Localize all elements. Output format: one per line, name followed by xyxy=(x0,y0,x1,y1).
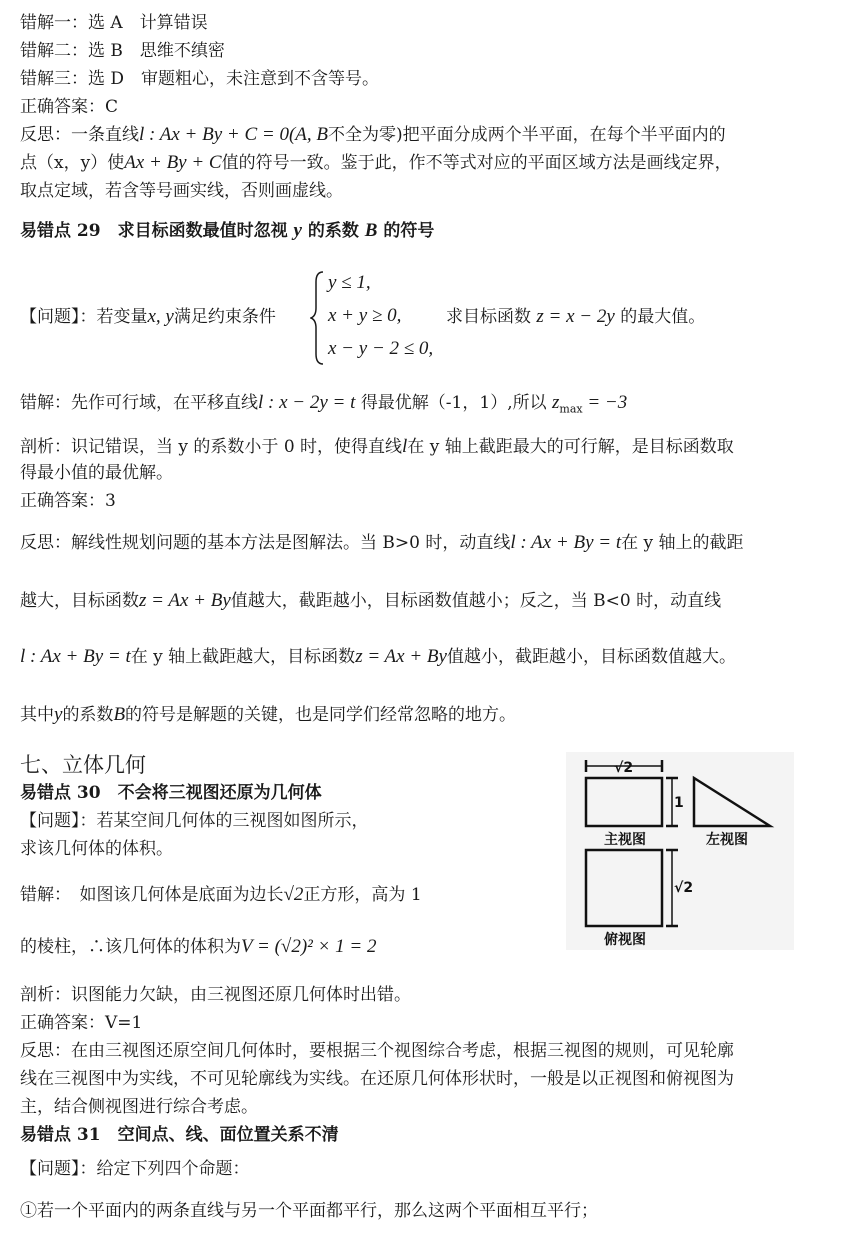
error-30-2 xyxy=(20,936,377,958)
text: 得最优解（-1，1）,所以 xyxy=(360,393,547,413)
math: V = (√2)² × 1 = 2 xyxy=(241,936,377,957)
math-y: y xyxy=(293,220,302,241)
question-30-1: 【问题】：若某空间几何体的三视图如图所示， xyxy=(20,811,369,831)
front-view-rect xyxy=(586,778,662,826)
math: √2 xyxy=(283,884,304,905)
error-one: 错解一：选 A 计算错误 xyxy=(20,13,208,33)
error-three: 错解三：选 D 审题粗心，未注意到不含等号。 xyxy=(20,69,380,89)
reflection-29-2 xyxy=(20,590,721,612)
text: 值越大，截距越小，目标函数值越小；反之，当 B<0 时，动直线 xyxy=(230,591,722,611)
text: 在 y 轴上截距最大的可行解，是目标函数取 xyxy=(407,437,734,457)
constraint-3: x − y − 2 ≤ 0, xyxy=(328,338,434,359)
math: z = Ax + By xyxy=(355,646,447,667)
three-view-drawing xyxy=(566,752,794,950)
text: 的最大值。 xyxy=(620,307,706,327)
math-z: z xyxy=(552,392,560,413)
error-30-1 xyxy=(20,884,422,906)
three-view-figure xyxy=(566,752,794,950)
error-29 xyxy=(20,392,627,420)
dim-label-height: 1 xyxy=(674,795,684,811)
reflection-30-1: 反思：在由三视图还原空间几何体时，要根据三个视图综合考虑，根据三视图的规则，可见轮廓 xyxy=(20,1041,734,1061)
error-two: 错解二：选 B 思维不缜密 xyxy=(20,41,225,61)
math-line-eq: l : Ax + By + C = 0(A, B xyxy=(139,124,329,145)
dim-label-depth: √2 xyxy=(674,880,694,896)
text: 正方形，高为 1 xyxy=(303,885,422,905)
math-z: z = x − 2y xyxy=(536,306,615,327)
text: 在 y 轴上截距越大，目标函数 xyxy=(130,647,356,667)
math: z = Ax + By xyxy=(139,590,231,611)
math-B: B xyxy=(364,220,378,241)
text: 错解： 如图该几何体是底面为边长 xyxy=(20,885,284,905)
analysis-30: 剖析：识图能力欠缺，由三视图还原几何体时出错。 xyxy=(20,985,411,1005)
math-val: = −3 xyxy=(582,392,628,413)
side-view-label: 左视图 xyxy=(706,832,748,848)
text: 的符号 xyxy=(383,221,435,241)
text: )把平面分成两个半平面，在每个半平面内的 xyxy=(396,125,726,145)
question-30-2: 求该几何体的体积。 xyxy=(20,839,173,859)
correct-answer-30: 正确答案：V=1 xyxy=(20,1013,143,1033)
text: 【问题】：若变量 xyxy=(20,307,148,327)
analysis-29-1 xyxy=(20,436,734,458)
text: 的系数 xyxy=(62,705,114,725)
claim-1: ①若一个平面内的两条直线与另一个平面都平行，那么这两个平面相互平行； xyxy=(20,1201,598,1221)
brace-icon xyxy=(310,270,326,366)
math: l : Ax + By = t xyxy=(20,646,131,667)
subscript: max xyxy=(559,402,583,416)
heading-31: 易错点 31 空间点、线、面位置关系不清 xyxy=(20,1125,339,1145)
text: 越大，目标函数 xyxy=(20,591,139,611)
reflection-line-2 xyxy=(20,152,732,174)
math-line: l : x − 2y = t xyxy=(258,392,356,413)
top-view-rect xyxy=(586,850,662,926)
reflection-30-3: 主，结合侧视图进行综合考虑。 xyxy=(20,1097,258,1117)
text: 其中 xyxy=(20,705,54,725)
question-31: 【问题】：给定下列四个命题： xyxy=(20,1159,250,1179)
text: 的棱柱，∴该几何体的体积为 xyxy=(20,937,241,957)
text: 满足约束条件 xyxy=(173,307,276,327)
math-expr: Ax + By + C xyxy=(124,152,222,173)
text: 的系数 xyxy=(307,221,359,241)
front-view-label: 主视图 xyxy=(604,832,646,848)
math-y: y xyxy=(54,704,63,725)
text: 反思：解线性规划问题的基本方法是图解法。当 B>0 时，动直线 xyxy=(20,533,511,553)
text: 易错点 29 求目标函数最值时忽视 xyxy=(20,221,288,241)
math-B: B xyxy=(113,704,126,725)
text: 错解：先作可行域，在平移直线 xyxy=(20,393,258,413)
correct-answer-c: 正确答案：C xyxy=(20,97,119,117)
heading-30: 易错点 30 不会将三视图还原为几何体 xyxy=(20,783,322,803)
reflection-30-2: 线在三视图中为实线，不可见轮廓线为实线。在还原几何体形状时，一般是以正视图和俯视图为 xyxy=(20,1069,734,1089)
math: l : Ax + By = t xyxy=(510,532,622,553)
reflection-29-4 xyxy=(20,704,516,726)
top-view-label: 俯视图 xyxy=(604,932,646,948)
question-29-right xyxy=(446,306,705,328)
constraint-system xyxy=(310,270,450,366)
reflection-line-3: 取点定域，若含等号画实线，否则画虚线。 xyxy=(20,181,343,201)
question-29-left xyxy=(20,306,276,328)
text: 求目标函数 xyxy=(446,307,531,327)
constraint-1: y ≤ 1, xyxy=(328,272,371,293)
heading-29 xyxy=(20,220,434,242)
correct-answer-3: 正确答案：3 xyxy=(20,491,116,511)
text: 的符号是解题的关键，也是同学们经常忽略的地方。 xyxy=(125,705,517,725)
math-xy: x, y xyxy=(147,306,174,327)
math-l: l xyxy=(402,436,408,457)
reflection-29-1 xyxy=(20,532,744,554)
analysis-29-2: 得最小值的最优解。 xyxy=(20,463,173,483)
text: 点（x，y）使 xyxy=(20,153,125,173)
text: 剖析：识记错误，当 y 的系数小于 0 时，使得直线 xyxy=(20,437,403,457)
reflection-29-3 xyxy=(20,646,736,668)
text: 不全为零 xyxy=(328,125,397,145)
text: 值越小，截距越小，目标函数值越大。 xyxy=(446,647,736,667)
constraint-2: x + y ≥ 0, xyxy=(328,305,402,326)
dim-label-width: √2 xyxy=(614,760,634,776)
text: 值的符号一致。鉴于此，作不等式对应的平面区域方法是画线定界， xyxy=(221,153,732,173)
side-view-triangle xyxy=(694,778,770,826)
section-heading: 七、立体几何 xyxy=(20,753,146,777)
text: 反思：一条直线 xyxy=(20,125,139,145)
text: 在 y 轴上的截距 xyxy=(621,533,744,553)
reflection-line-1 xyxy=(20,124,726,146)
